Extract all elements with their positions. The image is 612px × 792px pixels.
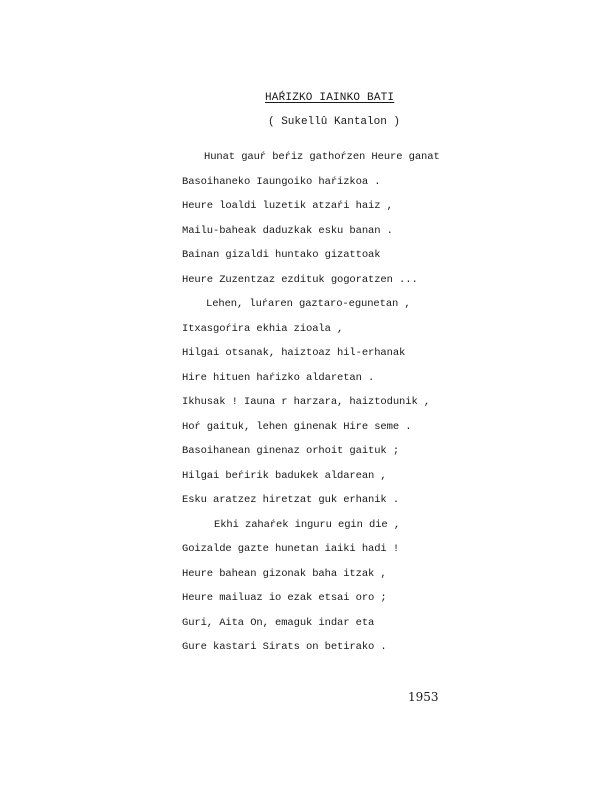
- poem-line: Gure kastari Sirats on betirako .: [182, 641, 387, 653]
- handwritten-year: 1953: [408, 690, 439, 704]
- poem-line: Bainan gizaldi huntako gizattoak: [182, 249, 381, 261]
- poem-line: Ikhusak ! Iauna r harzara, haiztodunik ,: [182, 396, 431, 408]
- poem-line: Lehen, luŕaren gaztaro-egunetan ,: [206, 298, 411, 310]
- poem-line: Goizalde gazte hunetan iaiki hadi !: [182, 543, 400, 555]
- poem-line: Heure Zuzentzaz ezdituk gogoratzen ...: [182, 273, 418, 286]
- poem-line: Hire hituen haŕizko aldaretan .: [182, 371, 375, 384]
- poem-line: Ekhi zahaŕek inguru egin die ,: [214, 518, 401, 531]
- poem-body: [182, 150, 440, 665]
- poem-line: Basoihaneko Iaungoiko haŕizkoa .: [182, 175, 381, 188]
- poem-line: Heure bahean gizonak baha itzak ,: [182, 567, 387, 580]
- poem-line: Heure mailuaz io ezak etsai oro ;: [182, 592, 387, 604]
- poem-line: Hilgai beŕirik badukek aldarean ,: [182, 469, 387, 482]
- poem-line: Hoŕ gaituk, lehen ginenak Hire seme .: [182, 420, 412, 433]
- poem-line: Esku aratzez hiretzat guk erhanik .: [182, 494, 400, 506]
- poem-subtitle: ( Sukellû Kantalon ): [268, 116, 401, 128]
- poem-title: HAŔIZKO IAINKO BATI: [265, 92, 395, 104]
- poem-line: Basoihanean ginenaz orhoit gaituk ;: [182, 445, 400, 457]
- poem-line: Hilgai otsanak, haiztoaz hil-erhanak: [182, 347, 406, 359]
- poem-line: Mailu-baheak daduzkak esku banan .: [182, 224, 393, 237]
- poem-line: Hunat gauŕ beŕiz gathoŕzen Heure ganat: [204, 151, 440, 163]
- poem-line: Guri, Aita On, emaguk indar eta: [182, 616, 375, 629]
- poem-line: Itxasgoŕira ekhia zioala ,: [182, 322, 344, 335]
- poem-line: Heure loaldi luzetik atzaŕi haiz ,: [182, 200, 393, 212]
